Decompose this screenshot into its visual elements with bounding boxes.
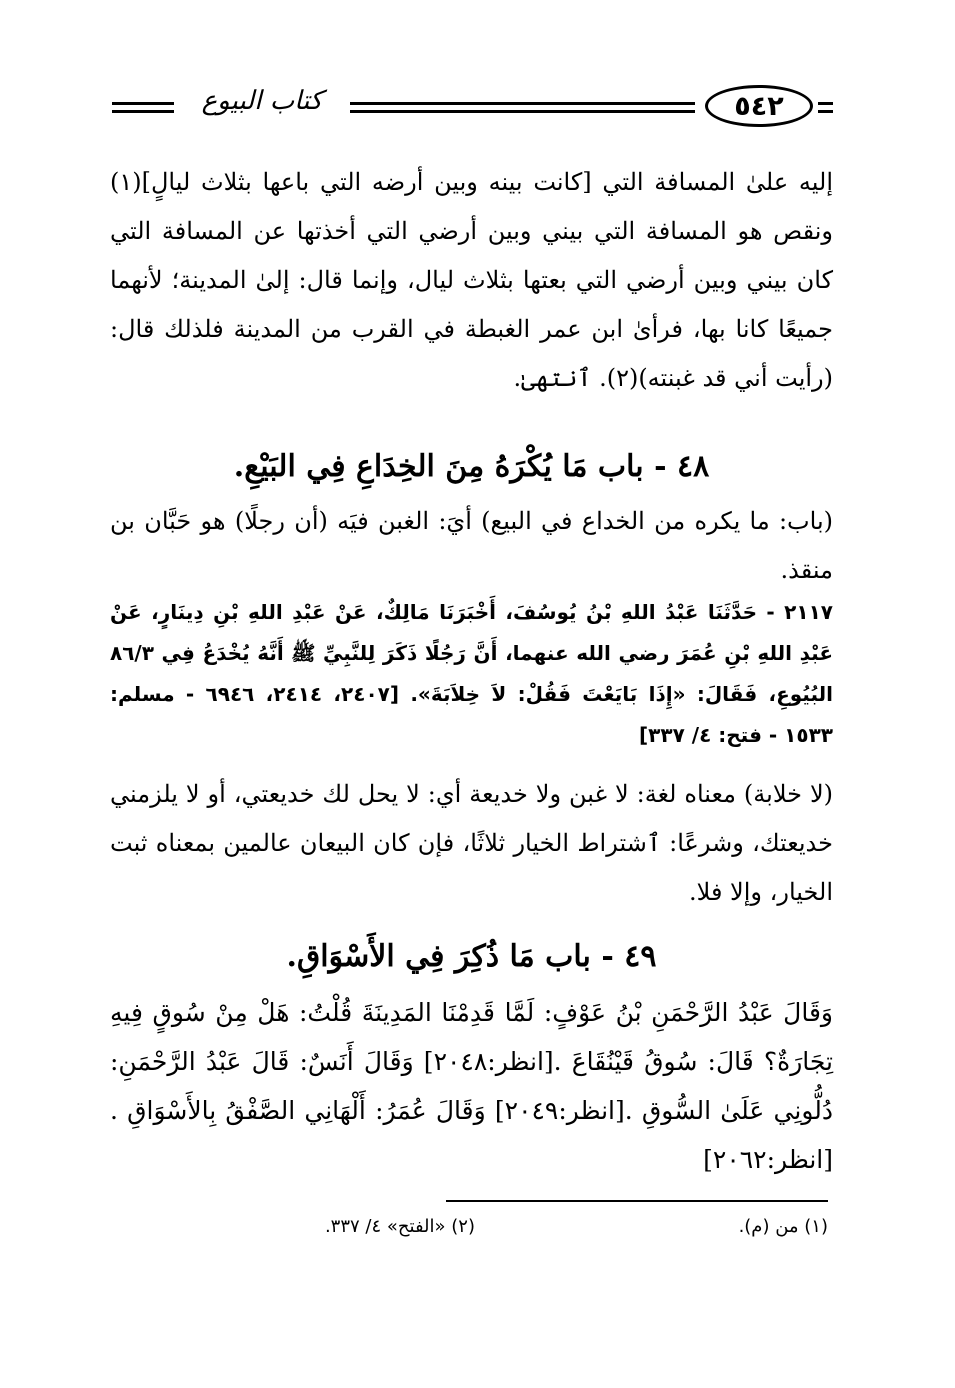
chapter-48-explanation: (لا خلابة) معناه لغة: لا غبن ولا خديعة أي: لا يحل لك خديعتي، أو لا يلزمني خديعتك، وشرعًا: ٱشتراط الخيار ثلاثًا، فإن كان البيعان عالمين بمعناه ثبت الخيار، وإلا فلا. [110, 780, 833, 906]
chapter-48-commentary: (باب: ما يكره من الخداع في البيع) أيَ: الغبن فيَه (أن رجلًا) هو حَبَّان بن منقذ. [110, 507, 833, 584]
hadith-2117: ٢١١٧ - حَدَّثَنَا عَبْدُ اللهِ بْنُ يُوسُفَ، أَخْبَرَنَا مَالِكٌ، عَنْ عَبْدِ اللهِ بْنِ دِينَارٍ، عَنْ عَبْدِ اللهِ بْنِ عُمَرَ رضي الله عنهما، أَنَّ رَجُلًا ذَكَرَ لِلنَّبِيِّ ﷺ أَنَّهُ يُخْدَعُ فِي ٨٦/٣ البُيُوعِ، فَقَالَ: «إِذَا بَايَعْتَ فَقُلْ: لاَ خِلاَبَةَ». [٢٤٠٧، ٢٤١٤، ٦٩٤٦ - مسلم: ١٥٣٣ - فتح: ٤/ ٣٣٧] [110, 600, 833, 747]
chapter-heading-49: ٤٩ - باب مَا ذُكِرَ فِي الأَسْوَاقِ. [286, 939, 657, 974]
header-rule-middle [350, 102, 695, 113]
footnote-separator [446, 1200, 828, 1202]
footnote-2: (٢) «الفتح» ٤/ ٣٣٧. [324, 1216, 475, 1237]
page-number-badge [705, 85, 813, 127]
chapter-heading-48: ٤٨ - باب مَا يُكْرَهُ مِنَ الخِدَاعِ فِي البَيْعِ. [233, 449, 710, 484]
header-rule-right [818, 102, 833, 113]
running-title: كتاب البيوع [201, 86, 323, 116]
footnote-1: (١) من (م). [738, 1216, 828, 1237]
intro-paragraph: إليه علىٰ المسافة التي [كانت بينه وبين أرضه التي باعها بثلاث ليالٍ](١) ونقص هو المسافة التي بيني وبين أرضي التي أخذتها عن المسافة التي كان بيني وبين أرضي التي بعتها بثلاث ليال، وإنما قال: إلىٰ المدينة؛ لأنهما جميعًا كانا بها، فرأىٰ ابن عمر الغبطة في القرب من المدينة فلذلك قال: (رأيت أني قد غبنته)(٢). ٱنتهىٰ. [110, 168, 833, 392]
header-rule-left [112, 102, 174, 113]
page-header [0, 72, 955, 144]
page-number: ٥٤٢ [734, 90, 784, 122]
chapter-49-text: وَقَالَ عَبْدُ الرَّحْمَنِ بْنُ عَوْفٍ: لَمَّا قَدِمْنَا المَدِينَةَ قُلْتُ: هَلْ مِنْ سُوقٍ فِيهِ تِجَارَةٌ؟ قَالَ: سُوقُ قَيْنُقَاعَ .[انظر:٢٠٤٨] وَقَالَ أَنَسٌ: قَالَ عَبْدُ الرَّحْمَنِ: دُلُّونِي عَلَىٰ السُّوقِ .[انظر:٢٠٤٩] وَقَالَ عُمَرُ: أَلْهَانِي الصَّفْقُ بِالأَسْوَاقِ .[انظر:٢٠٦٢] [110, 998, 834, 1174]
